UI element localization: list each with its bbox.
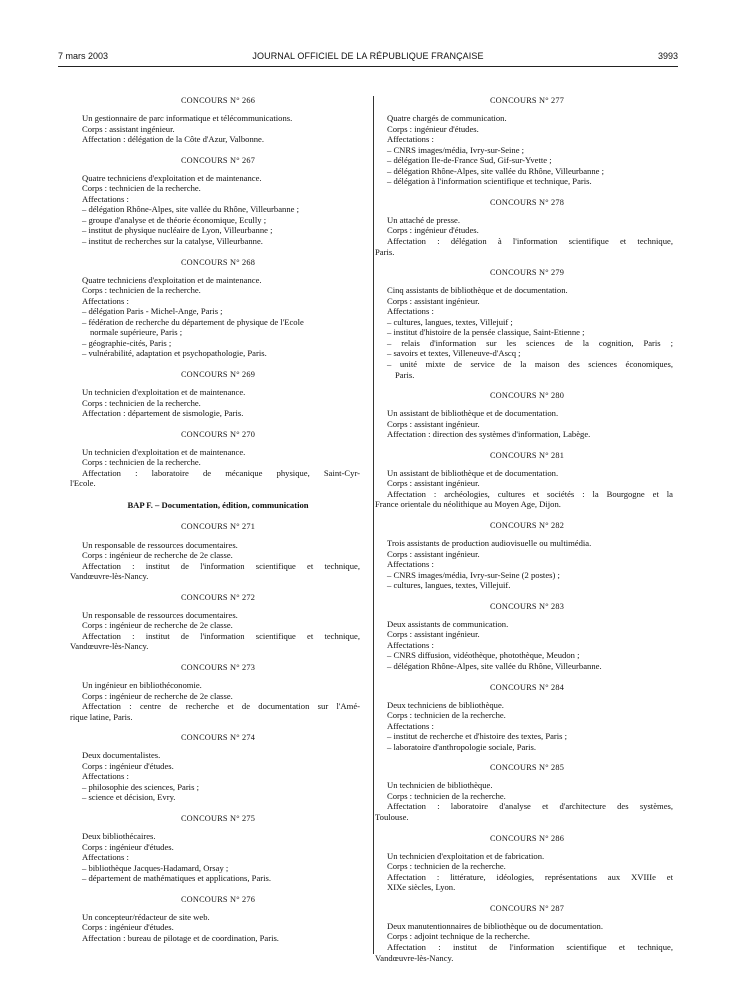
concours-title: CONCOURS N° 267 [180,155,256,165]
concours-line: Quatre chargés de communication. [387,113,507,124]
concours-line: Paris. [395,369,415,380]
concours-title: CONCOURS N° 276 [180,894,256,904]
concours-line: Corps : technicien de la recherche. [82,457,201,468]
concours-line: Affectation : département de sismologie, Paris. [82,408,244,419]
running-header [58,51,678,65]
concours-line: XIXe siècles, Lyon. [387,882,456,893]
concours-line: Corps : technicien de la recherche. [387,710,506,721]
concours-title: CONCOURS N° 286 [489,833,565,843]
concours-line: – délégation à l'information scientifique et technique, Paris. [387,176,592,187]
concours-block [375,903,673,963]
concours-line: Vandœuvre-lès-Nancy. [375,952,454,963]
concours-line: – cultures, langues, textes, Villejuif ; [387,316,513,327]
concours-line: Corps : assistant ingénieur. [82,123,175,134]
concours-line: – vulnérabilité, adaptation et psychopathologie, Paris. [82,348,267,359]
concours-line: Corps : technicien de la recherche. [387,861,506,872]
header-date: 7 mars 2003 [58,51,109,61]
concours-line: Corps : ingénieur de recherche de 2e classe. [82,550,233,561]
concours-title: CONCOURS N° 283 [489,601,565,611]
concours-title: CONCOURS N° 278 [489,197,565,207]
concours-line: – institut de recherches sur la catalyse, Villeurbanne. [82,236,263,247]
concours-line: l'Ecole. [70,478,96,489]
concours-title: CONCOURS N° 268 [180,257,256,267]
concours-line: – délégation Ile-de-France Sud, Gif-sur-Yvette ; [387,155,552,166]
concours-line: Un responsable de ressources documentaires. [82,539,238,550]
concours-line: Corps : ingénieur d'études. [82,841,174,852]
concours-line: Affectation : délégation à l'information scientifique et technique, [387,236,673,247]
concours-line: – science et décision, Evry. [82,792,176,803]
concours-line: – cultures, langues, textes, Villejuif. [387,580,511,591]
right-column-blocks [375,96,673,963]
concours-line: Corps : assistant ingénieur. [387,478,480,489]
concours-line: Affectations : [387,639,434,650]
concours-line: Affectation : laboratoire d'analyse et d'architecture des systèmes, [387,801,673,812]
concours-line: – groupe d'analyse et de théorie économique, Ecully ; [82,214,267,225]
concours-line: Affectation : délégation de la Côte d'Azur, Valbonne. [82,134,265,145]
concours-line: Deux bibliothécaires. [82,830,156,841]
concours-title: CONCOURS N° 281 [489,450,565,460]
concours-line: Quatre techniciens d'exploitation et de maintenance. [82,274,262,285]
section-heading: BAP F. – Documentation, édition, communication [127,499,309,510]
left-column-blocks-after [70,522,360,943]
concours-line: Corps : ingénieur d'études. [387,225,479,236]
concours-line: Affectations : [387,134,434,145]
concours-line: Paris. [375,246,395,257]
concours-title: CONCOURS N° 269 [180,369,256,379]
left-column-blocks-before [70,96,360,489]
concours-block [375,763,673,823]
concours-line: Affectation : littérature, idéologies, représentations aux XVIIIe et [387,871,673,882]
concours-title: CONCOURS N° 279 [489,268,565,278]
concours-line: Vandœuvre-lès-Nancy. [70,571,149,582]
concours-line: – relais d'information sur les sciences de la cognition, Paris ; [387,337,673,348]
concours-line: – délégation Paris - Michel-Ange, Paris ; [82,306,223,317]
concours-line: – philosophie des sciences, Paris ; [82,781,199,792]
concours-line: Corps : assistant ingénieur. [387,295,480,306]
concours-line: – délégation Rhône-Alpes, site vallée du Rhône, Villeurbanne. [387,661,602,672]
concours-line: Corps : assistant ingénieur. [387,548,480,559]
concours-line: Un ingénieur en bibliothéconomie. [82,679,202,690]
concours-line: – institut de physique nucléaire de Lyon, Villeurbanne ; [82,225,273,236]
concours-line: Affectations : [82,193,129,204]
concours-title: CONCOURS N° 287 [489,903,565,913]
header-journal-title: JOURNAL OFFICIEL DE LA RÉPUBLIQUE FRANÇAISE [252,51,484,61]
concours-line: Affectations : [82,295,129,306]
concours-line: – fédération de recherche du département de physique de l'Ecole [82,316,304,327]
concours-line: Affectation : institut de l'information scientifique et technique, [387,941,673,952]
concours-line: Toulouse. [375,812,409,823]
concours-line: Affectations : [387,720,434,731]
concours-line: – savoirs et textes, Villeneuve-d'Ascq ; [387,348,521,359]
concours-line: Corps : technicien de la recherche. [387,790,506,801]
concours-line: Affectation : bureau de pilotage et de coordination, Paris. [82,932,279,943]
concours-title: CONCOURS N° 271 [180,522,256,532]
concours-block [76,96,360,145]
concours-line: Affectation : institut de l'information scientifique et technique, [82,560,360,571]
concours-line: Un attaché de presse. [387,214,461,225]
concours-title: CONCOURS N° 266 [180,96,256,105]
concours-line: – unité mixte de service de la maison des sciences économiques, [387,358,673,369]
column-divider [373,96,374,954]
concours-block [76,156,360,247]
concours-block [76,733,360,803]
concours-line: – bibliothèque Jacques-Hadamard, Orsay ; [82,862,229,873]
concours-title: CONCOURS N° 273 [180,662,256,672]
concours-line: Affectation : centre de recherche et de documentation sur l'Amé- [82,701,360,712]
concours-line: Cinq assistants de bibliothèque et de documentation. [387,285,568,296]
concours-line: Affectations : [82,852,129,863]
concours-line: Un assistant de bibliothèque et de documentation. [387,467,559,478]
concours-line: Corps : ingénieur d'études. [387,123,479,134]
concours-title: CONCOURS N° 285 [489,763,565,773]
concours-title: CONCOURS N° 277 [489,96,565,105]
concours-block [76,370,360,419]
concours-line: – CNRS images/média, Ivry-sur-Seine (2 postes) ; [387,569,560,580]
concours-line: Affectation : institut de l'information scientifique et technique, [82,630,360,641]
concours-block [375,450,673,510]
concours-title: CONCOURS N° 272 [180,592,256,602]
concours-line: Deux manutentionnaires de bibliothèque ou de documentation. [387,920,603,931]
concours-line: Corps : ingénieur d'études. [82,760,174,771]
concours-block [70,522,360,582]
concours-block [381,602,673,672]
concours-line: Corps : technicien de la recherche. [82,285,201,296]
concours-title: CONCOURS N° 280 [489,391,565,401]
concours-line: France orientale du néolithique au Moyen Age, Dijon. [375,499,561,510]
concours-block [381,834,673,893]
concours-line: Affectation : laboratoire de mécanique physique, Saint-Cyr- [82,467,360,478]
concours-line: – institut d'histoire de la pensée classique, Saint-Etienne ; [387,327,585,338]
concours-line: Quatre techniciens d'exploitation et de maintenance. [82,172,262,183]
concours-line: – délégation Rhône-Alpes, site vallée du Rhône, Villeurbanne ; [82,204,299,215]
concours-line: normale supérieure, Paris ; [90,327,183,338]
concours-line: Un technicien de bibliothèque. [387,780,493,791]
concours-line: – délégation Rhône-Alpes, site vallée du Rhône, Villeurbanne ; [387,165,604,176]
concours-line: Deux assistants de communication. [387,618,509,629]
concours-line: – institut de recherche et d'histoire des textes, Paris ; [387,731,568,742]
header-rule [58,66,678,67]
concours-line: Deux techniciens de bibliothèque. [387,699,504,710]
concours-line: Corps : adjoint technique de la recherche. [387,931,530,942]
concours-line: rique latine, Paris. [70,711,133,722]
concours-line: – département de mathématiques et applications, Paris. [82,873,272,884]
concours-line: – laboratoire d'anthropologie sociale, Paris. [387,741,537,752]
concours-block [381,683,673,753]
concours-block [76,814,360,884]
concours-block [381,391,673,440]
concours-line: – CNRS diffusion, vidéothèque, photothèque, Meudon ; [387,650,580,661]
concours-line: Un assistant de bibliothèque et de documentation. [387,408,559,419]
concours-line: Affectations : [82,771,129,782]
concours-line: Corps : assistant ingénieur. [387,629,480,640]
concours-line: – CNRS images/média, Ivry-sur-Seine ; [387,144,525,155]
concours-title: CONCOURS N° 274 [180,733,256,743]
concours-line: Corps : technicien de la recherche. [82,397,201,408]
concours-line: – géographie-cités, Paris ; [82,337,172,348]
concours-line: Corps : ingénieur d'études. [82,922,174,933]
concours-block [375,197,673,257]
concours-block [381,268,673,380]
concours-block [70,662,360,722]
concours-block [381,521,673,591]
concours-line: Corps : ingénieur de recherche de 2e classe. [82,620,233,631]
concours-line: Trois assistants de production audiovisuelle ou multimédia. [387,538,592,549]
concours-title: CONCOURS N° 284 [489,682,565,692]
concours-line: Un gestionnaire de parc informatique et télécommunications. [82,113,293,124]
concours-line: Affectation : direction des systèmes d'information, Labège. [387,429,591,440]
concours-title: CONCOURS N° 282 [489,521,565,530]
concours-block [76,895,360,944]
concours-line: Un concepteur/rédacteur de site web. [82,911,210,922]
concours-line: Corps : technicien de la recherche. [82,183,201,194]
concours-line: Affectations : [387,559,434,570]
concours-title: CONCOURS N° 270 [180,429,256,439]
header-page-number: 3993 [657,51,678,61]
concours-title: CONCOURS N° 275 [180,813,256,823]
concours-line: Un technicien d'exploitation et de maintenance. [82,446,246,457]
concours-line: Vandœuvre-lès-Nancy. [70,641,149,652]
concours-line: Un technicien d'exploitation et de fabrication. [387,850,545,861]
concours-block [70,592,360,652]
left-column [70,96,360,954]
concours-line: Corps : assistant ingénieur. [387,418,480,429]
concours-line: Affectation : archéologies, cultures et sociétés : la Bourgogne et la [387,488,673,499]
right-column [375,96,673,974]
concours-line: Un technicien d'exploitation et de maintenance. [82,387,246,398]
concours-line: Affectations : [387,306,434,317]
concours-block [76,258,360,359]
concours-line: Deux documentalistes. [82,750,161,761]
concours-line: Un responsable de ressources documentaires. [82,609,238,620]
concours-block [70,429,360,489]
concours-block [381,96,673,187]
concours-line: Corps : ingénieur de recherche de 2e classe. [82,690,233,701]
